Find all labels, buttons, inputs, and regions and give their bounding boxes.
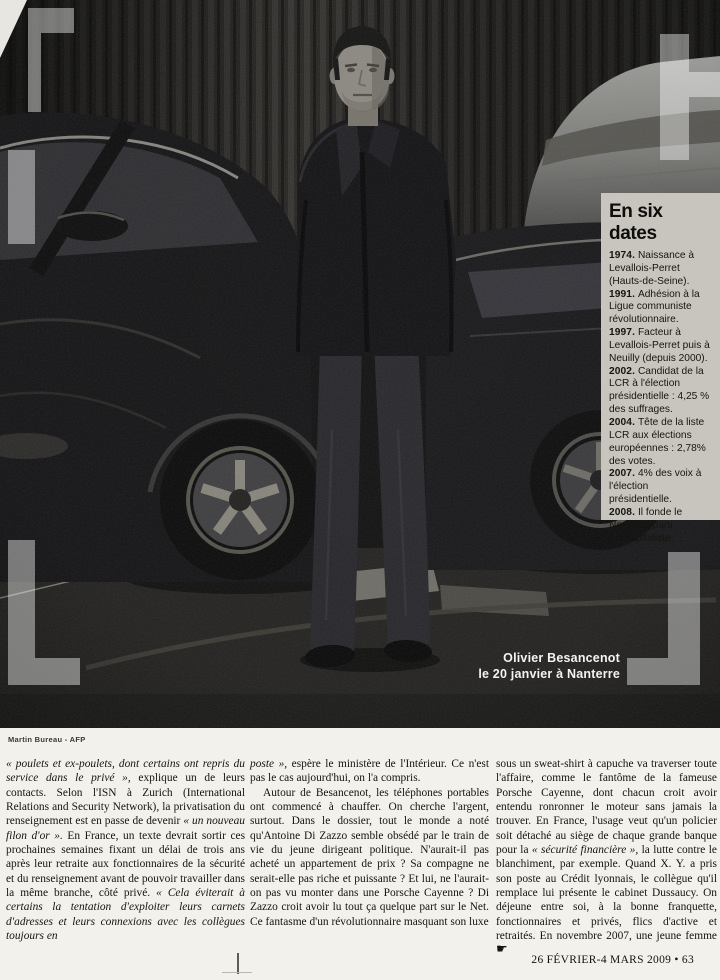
article-column-2: [250, 757, 489, 929]
article-column-1: [6, 757, 245, 943]
date-entry: 2008. Il fonde le Nouveau parti anticapitaliste.: [609, 506, 683, 544]
date-entry: 1991. Adhésion à la Ligue communiste révolutionnaire.: [609, 288, 700, 326]
pointing-hand-icon: ☛: [496, 942, 508, 958]
photo-caption: [430, 650, 620, 682]
article-paragraph: poste », espère le ministère de l'Intérieur. Ce n'est pas le cas aujourd'hui, on l'a compris.: [250, 758, 489, 785]
date-entry: 2002. Candidat de la LCR à l'élection présidentielle : 4,25 % des suffrages.: [609, 365, 710, 416]
sidebar-en-six-dates: [601, 193, 720, 544]
article-body: [0, 757, 720, 957]
article-paragraph: « poulets et ex-poulets, dont certains ont repris du service dans le privé », explique un de leurs contacts. Selon l'ISN à Zurich (International Relations and Security Network), la privatisation du renseignement est en passe de devenir « un nouveau filon d'or ». En France, un texte devrait sortir ces prochaines semaines fixant un délai de trois ans après leur retraite aux fonctionnaires de la sécurité et du renseignement avant de pouvoir travailler dans la même branche, côté privé. « Cela éviterait à certains la tentation d'exploiter leurs carnets d'adresses et leurs connexions avec les collègues toujours en: [6, 758, 245, 943]
scan-artifact-tick: [237, 953, 239, 974]
sidebar-entries: [609, 250, 713, 545]
article-paragraph: Autour de Besancenot, les téléphones portables ont commencé à chauffer. On cherche l'argent, surtout. Dans le dossier, tout le monde a noté qu'Antoine Di Zazzo semble obsédé par le train de vie du jeune dirigeant politique. N'aurait-il pas acheté un appartement de prix ? Sa compagne ne serait-elle pas riche et puissante ? Et lui, ne l'aurait-on pas vu monter dans une Porsche Cayenne ? Di Zazzo croit avoir lu tout ça quelque part sur le Net. Ce fantasme d'un révolutionnaire masquant son luxe: [250, 786, 489, 928]
caption-line1: Olivier Besancenot: [503, 651, 620, 665]
date-entry: 2007. 4% des voix à l'élection présidentielle.: [609, 468, 702, 506]
article-paragraph: sous un sweat-shirt à capuche va traverser toute l'affaire, comme le fantôme de la fameuse Porsche Cayenne, dont chacun croit avoir entendu ronronner le moteur sans jamais la trouver. En France, l'usage veut qu'un policier soit détaché au siège de chaque grande banque pour la « sécurité financière », la lutte contre le blanchiment, par exemple. Quand X. Y. a pris son poste au Crédit lyonnais, le collègue qu'il remplace lui présente le cabinet Dussaucy. On déjeune entre soi, à la bonne franquette, fonctionnaires et privés, flics d'active et retraités. En novembre 2007, une jeune femme ☛: [496, 758, 717, 958]
article-column-3: [496, 757, 717, 958]
sidebar-title: En six dates: [609, 201, 663, 244]
caption-line2: le 20 janvier à Nanterre: [478, 667, 620, 681]
date-entry: 2004. Tête de la liste LCR aux élections européennes : 2,78% des votes.: [609, 416, 706, 467]
scan-artifact-line: [222, 972, 252, 973]
date-entry: 1997. Facteur à Levallois-Perret puis à Neuilly (depuis 2000).: [609, 327, 710, 364]
photo-credit: Martin Bureau - AFP: [8, 735, 86, 744]
date-entry: 1974. Naissance à Levallois-Perret (Hauts-de-Seine).: [609, 250, 694, 287]
page-footer: 26 FÉVRIER-4 MARS 2009 • 63: [531, 954, 694, 966]
